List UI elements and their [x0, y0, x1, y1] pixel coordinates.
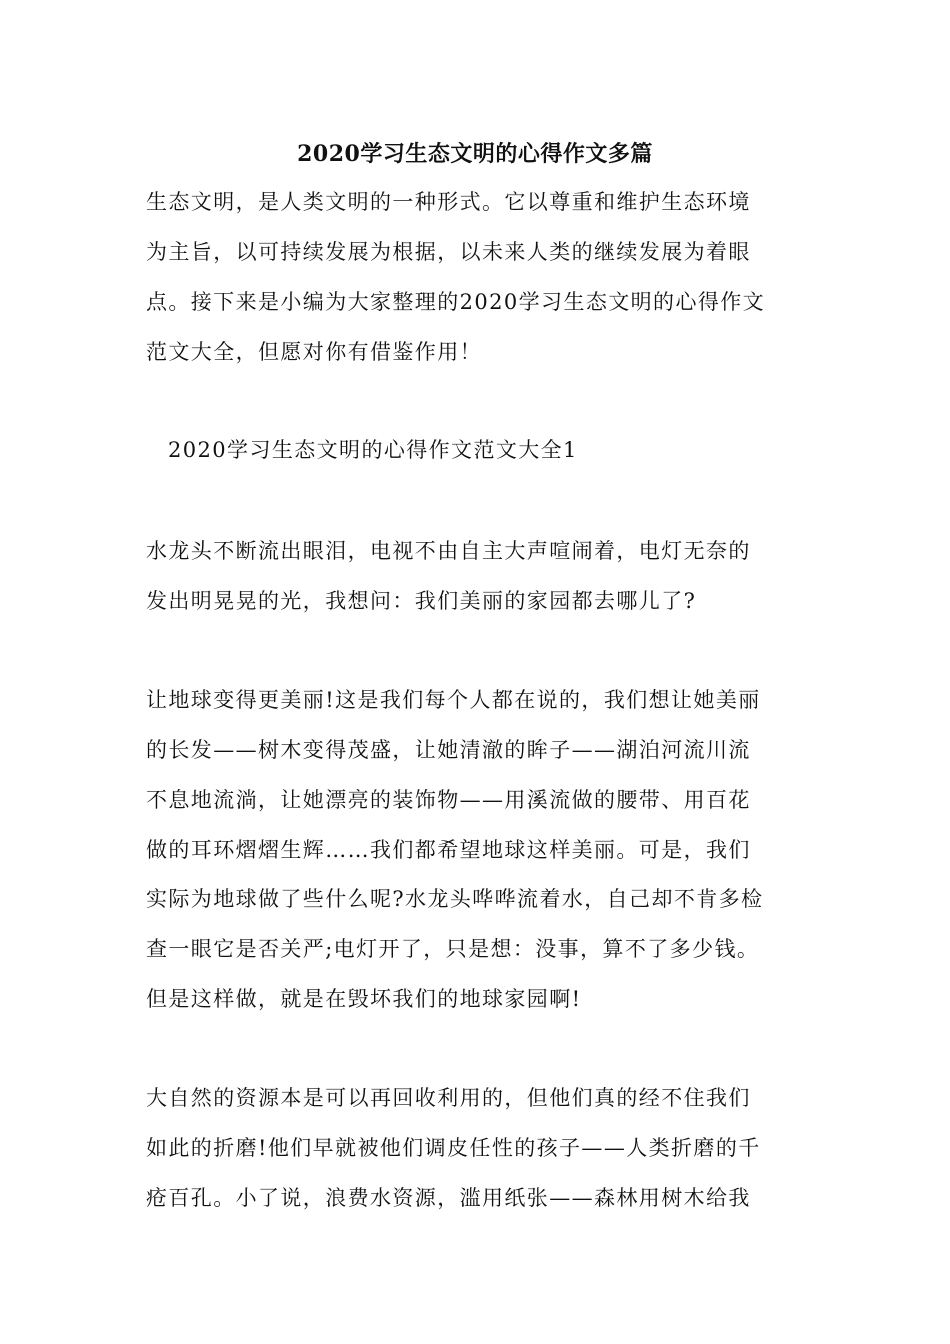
- paragraph1-line-2: 发出明晃晃的光，我想问：我们美丽的家园都去哪儿了?: [146, 589, 697, 613]
- paragraph2-line-1: 让地球变得更美丽!这是我们每个人都在说的，我们想让她美丽: [146, 688, 761, 712]
- paragraph2-line-7: 但是这样做，就是在毁坏我们的地球家园啊!: [146, 987, 582, 1011]
- section-heading: 2020学习生态文明的心得作文范文大全1: [168, 438, 578, 462]
- paragraph2-line-4: 做的耳环熠熠生辉……我们都希望地球这样美丽。可是，我们: [146, 838, 751, 862]
- paragraph3-line-3: 疮百孔。小了说，浪费水资源，滥用纸张——森林用树木给我: [146, 1186, 751, 1210]
- paragraph3-line-1: 大自然的资源本是可以再回收利用的，但他们真的经不住我们: [146, 1086, 751, 1110]
- paragraph3-line-2: 如此的折磨!他们早就被他们调皮任性的孩子——人类折磨的千: [146, 1136, 761, 1160]
- intro-line-2: 为主旨，以可持续发展为根据，以未来人类的继续发展为着眼: [146, 240, 751, 264]
- paragraph2-line-5: 实际为地球做了些什么呢?水龙头哗哗流着水，自己却不肯多检: [146, 887, 764, 911]
- paragraph2-line-2: 的长发——树木变得茂盛，让她清澈的眸子——湖泊河流川流: [146, 738, 751, 762]
- paragraph2-line-6: 查一眼它是否关严;电灯开了，只是想：没事，算不了多少钱。: [146, 937, 760, 961]
- intro-line-3: 点。接下来是小编为大家整理的2020学习生态文明的心得作文: [146, 290, 766, 314]
- intro-line-4: 范文大全，但愿对你有借鉴作用！: [146, 340, 482, 364]
- intro-line-1: 生态文明，是人类文明的一种形式。它以尊重和维护生态环境: [146, 190, 751, 214]
- document-title: 2020学习生态文明的心得作文多篇: [297, 141, 653, 167]
- paragraph1-line-1: 水龙头不断流出眼泪，电视不由自主大声喧闹着，电灯无奈的: [146, 539, 751, 563]
- paragraph2-line-3: 不息地流淌，让她漂亮的装饰物——用溪流做的腰带、用百花: [146, 788, 751, 812]
